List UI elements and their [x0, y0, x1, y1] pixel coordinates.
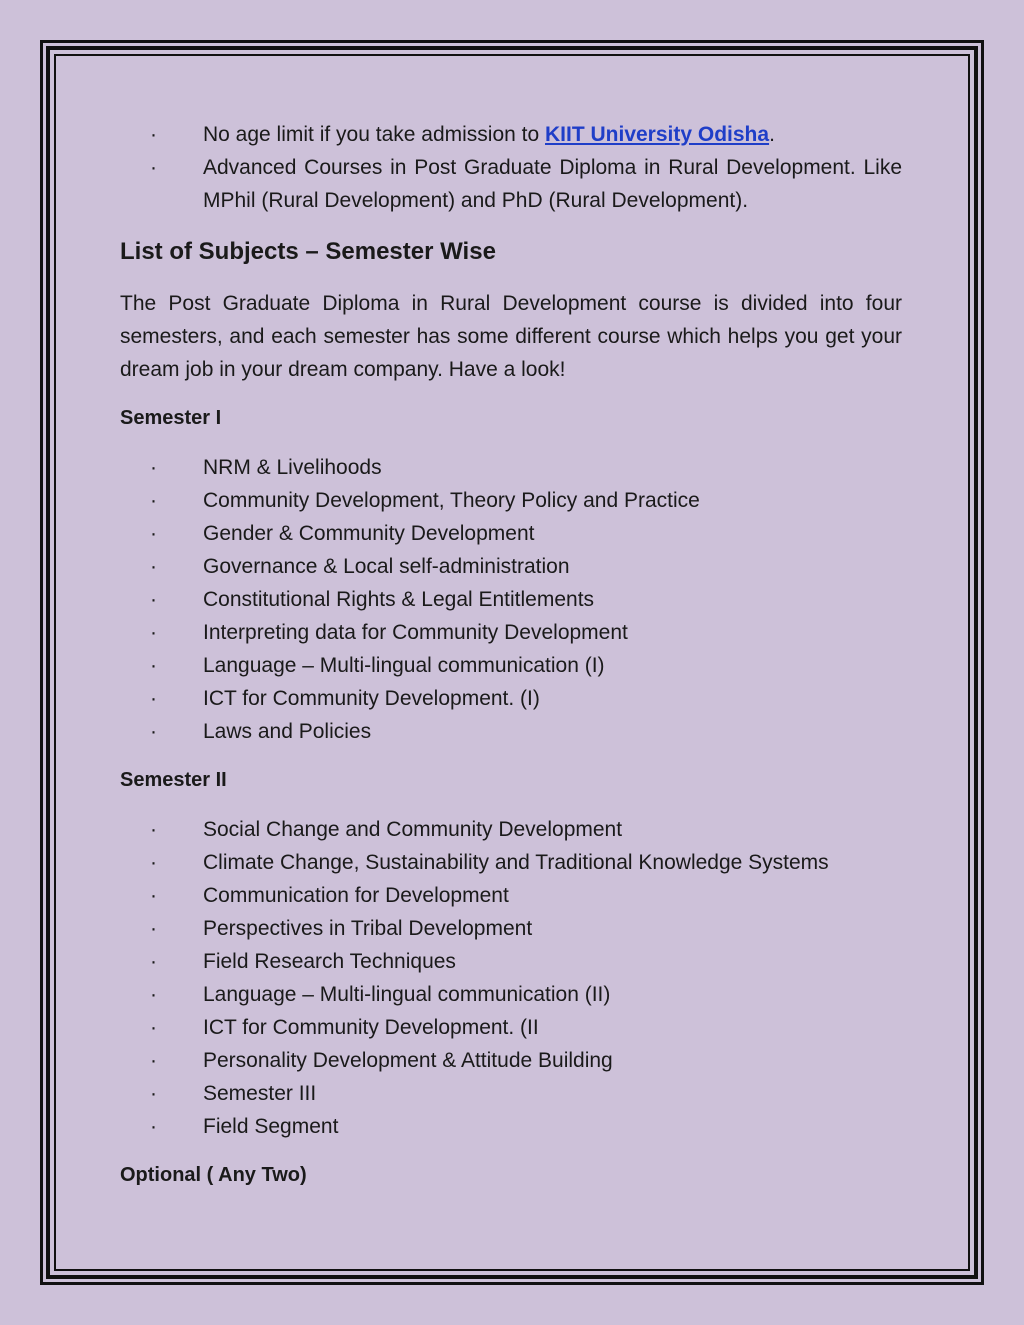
bullet-marker: ·: [150, 1049, 157, 1072]
list-item: [120, 583, 902, 616]
list-item: [120, 846, 902, 879]
list-item: [120, 1011, 902, 1044]
list-item-text: Community Development, Theory Policy and Practice: [203, 489, 700, 512]
bullet-marker: ·: [150, 654, 157, 677]
bullet-marker: ·: [150, 884, 157, 907]
bullet-marker: ·: [150, 555, 157, 578]
list-item: [120, 912, 902, 945]
list-item-text: Climate Change, Sustainability and Traditional Knowledge Systems: [203, 851, 829, 874]
bullet-marker: ·: [150, 1115, 157, 1138]
list-item-text: Perspectives in Tribal Development: [203, 917, 533, 940]
list-item: [120, 649, 902, 682]
bullet-marker: ·: [150, 851, 157, 874]
list-item-text: Field Research Techniques: [203, 950, 456, 973]
list-item-text: Language – Multi-lingual communication (I): [203, 654, 605, 677]
list-item-text: Semester III: [203, 1082, 317, 1105]
bullet-marker: ·: [150, 1016, 157, 1039]
list-item-text: Interpreting data for Community Development: [203, 621, 628, 644]
list-item: [120, 118, 902, 151]
semester-2-list: [120, 813, 902, 1143]
list-item: [120, 517, 902, 550]
bullet-marker: ·: [150, 983, 157, 1006]
bullet-marker: ·: [150, 522, 157, 545]
list-item-text: ICT for Community Development. (II: [203, 1016, 539, 1039]
list-item-text: Laws and Policies: [203, 720, 372, 743]
list-item: [120, 682, 902, 715]
list-item: [120, 1044, 902, 1077]
list-item-text: Communication for Development: [203, 884, 509, 907]
intro-paragraph: The Post Graduate Diploma in Rural Development course is divided into four semesters, and each semester has some different course which helps you get your dream job in your dream company. Have a look!: [120, 292, 902, 381]
list-item-text: Social Change and Community Development: [203, 818, 623, 841]
bullet-marker: ·: [150, 588, 157, 611]
list-item: [120, 813, 902, 846]
kiit-university-link[interactable]: KIIT University Odisha: [545, 123, 770, 146]
list-item-prefix: No age limit if you take admission to: [203, 123, 545, 146]
bullet-marker: ·: [150, 1082, 157, 1105]
list-item-text: Constitutional Rights & Legal Entitlements: [203, 588, 595, 611]
list-item-text: Advanced Courses in Post Graduate Diploma in Rural Development. Like MPhil (Rural Development) and PhD (Rural Development).: [203, 156, 902, 212]
semester-1-title: Semester I: [120, 407, 222, 429]
list-item-text: Gender & Community Development: [203, 522, 535, 545]
list-item: [120, 715, 902, 748]
list-item: [120, 1110, 902, 1143]
list-item: [120, 616, 902, 649]
bullet-marker: ·: [150, 720, 157, 743]
list-item: [120, 1077, 902, 1110]
list-item: [120, 151, 902, 217]
bullet-marker: ·: [150, 123, 157, 146]
bullet-marker: ·: [150, 156, 157, 179]
semester-2-title: Semester II: [120, 769, 227, 791]
list-item-text: Language – Multi-lingual communication (II): [203, 983, 611, 1006]
bullet-marker: ·: [150, 917, 157, 940]
optional-title: Optional ( Any Two): [120, 1164, 307, 1186]
bullet-marker: ·: [150, 950, 157, 973]
list-item-text: Personality Development & Attitude Building: [203, 1049, 613, 1072]
bullet-marker: ·: [150, 687, 157, 710]
list-item-suffix: .: [769, 123, 775, 146]
bullet-marker: ·: [150, 621, 157, 644]
list-item: [120, 550, 902, 583]
bullet-marker: ·: [150, 818, 157, 841]
list-item-text: Field Segment: [203, 1115, 339, 1138]
list-item: [120, 879, 902, 912]
bullet-marker: ·: [150, 456, 157, 479]
bullet-marker: ·: [150, 489, 157, 512]
list-item: [120, 945, 902, 978]
section-heading: List of Subjects – Semester Wise: [120, 238, 496, 265]
list-item-text: ICT for Community Development. (I): [203, 687, 540, 710]
document-content: [120, 118, 902, 1208]
list-item-text: NRM & Livelihoods: [203, 456, 382, 479]
list-item-text: [203, 118, 902, 151]
list-item: [120, 978, 902, 1011]
list-item: [120, 484, 902, 517]
list-item-text: Governance & Local self-administration: [203, 555, 570, 578]
list-item: [120, 451, 902, 484]
semester-1-list: [120, 451, 902, 748]
